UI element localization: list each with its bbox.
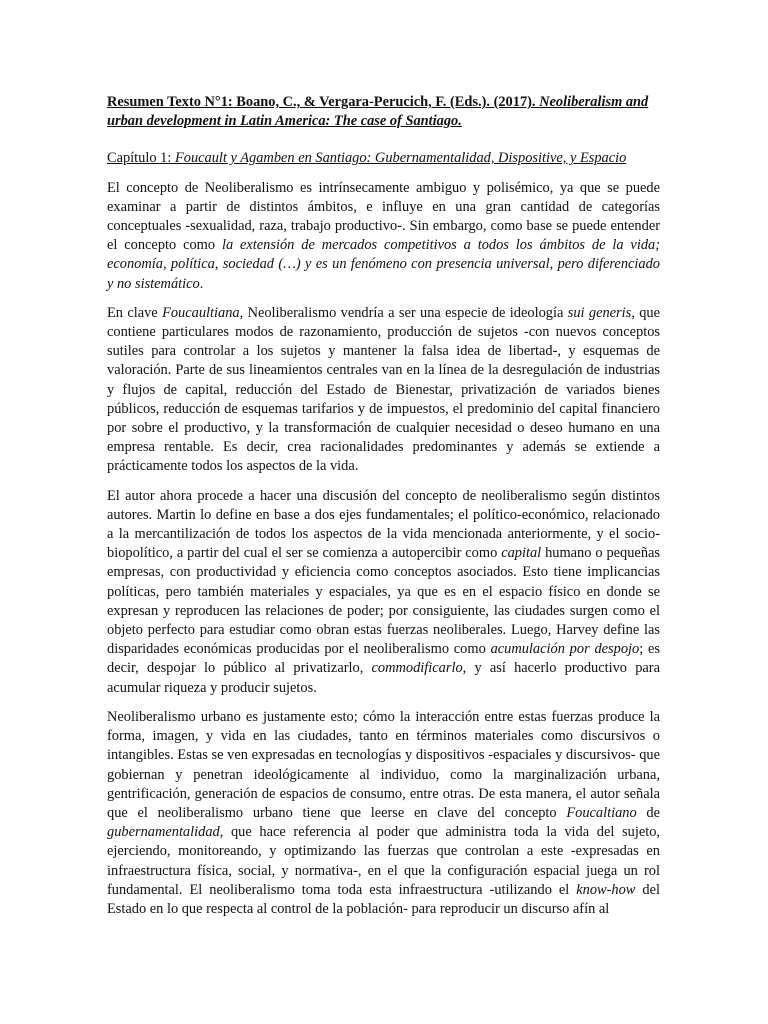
text-run: , que contiene particulares modos de razonamiento, producción de sujetos -con nuevos conceptos sutiles para controlar a los sujetos y mantener la falsa idea de libertad-, y esquemas de valoración. Parte de sus lineamientos centrales van en la línea de la desregulación de industrias y flujos de capital, reducción del Estado de Bienestar, privatización de variados bienes públicos, reducción de esquemas tarifarios y de impuestos, el predominio del capital financiero por sobre el productivo, y la transformación de cualquier necesidad o deseo humano en una empresa rentable. Es decir, crea racionalidades predominantes y además se extiende a prácticamente todos los aspectos de la vida. xyxy=(107,304,660,475)
paragraph-4 xyxy=(107,708,660,919)
text-run: , y así hacerlo productivo para acumular riqueza y producir sujetos. xyxy=(107,660,660,696)
text-run: El concepto de Neoliberalismo es intrínsecamente ambiguo y polisémico, ya que se puede examinar a partir de distintos ámbitos, e influye en una gran cantidad de categorías conceptuales -sexualidad, raza, trabajo productivo-. Sin embargo, como base se puede entender el concepto como xyxy=(107,179,660,254)
text-run-italic: Foucaultiana xyxy=(162,304,240,321)
paragraph-3 xyxy=(107,487,660,698)
text-run: humano o pequeñas empresas, con productividad y eficiencia como conceptos asociados. Esto tiene implicancias políticas, pero también materiales y espaciales, ya que es en el espacio físico en donde se expresan y reproducen las relaciones de poder; por consiguiente, las ciudades surgen como el objeto perfecto para estudiar como obran estas fuerzas neoliberales. Luego, Harvey define las disparidades económicas producidas por el neoliberalismo como xyxy=(107,545,660,658)
text-run-italic: acumulación por despojo xyxy=(490,641,640,658)
text-run-italic: Foucaltiano xyxy=(566,804,637,821)
text-run-italic: la extensión de mercados competitivos a todos los ámbitos de la vida; economía, política, sociedad (…) y es un fenómeno con presencia universal, pero diferenciado y no sistemático xyxy=(107,237,660,292)
document-page xyxy=(107,93,660,919)
body-text xyxy=(107,179,660,920)
text-run-italic: commodificarlo xyxy=(371,660,463,677)
chapter-label: Capítulo 1: xyxy=(107,150,175,167)
text-run: del Estado en lo que respecta al control de la población- para reproducir un discurso afín al xyxy=(107,881,660,917)
text-run: , Neoliberalismo vendría a ser una especie de ideología xyxy=(239,304,568,321)
text-run: El autor ahora procede a hacer una discusión del concepto de neoliberalismo según distintos autores. Martin lo define en base a dos ejes fundamentales; el político-económico, relacionado a la mercantilización de todos los aspectos de la vida mencionada anteriormente, y el socio-biopolítico, a partir del cual el ser se comienza a autopercibir como xyxy=(107,487,660,562)
text-run: de xyxy=(636,804,660,821)
text-run: , que hace referencia al poder que administra toda la vida del sujeto, ejerciendo, monitoreando, y optimizando las fuerzas que controlan a este -expresadas en infraestructura física, social, y normativa-, en el que la configuración espacial juega un rol fundamental. El neoliberalismo toma toda esta infraestructura -utilizando el xyxy=(107,824,660,898)
paragraph-2 xyxy=(107,304,660,477)
document-heading xyxy=(107,93,660,131)
text-run: En clave xyxy=(107,304,163,321)
text-run-italic: sui generis xyxy=(567,304,632,321)
text-run-italic: gubernamentalidad xyxy=(107,824,220,841)
text-run: Neoliberalismo urbano es justamente esto; cómo la interacción entre estas fuerzas produce la forma, imagen, y vida en las ciudades, tanto en términos materiales como discursivos o intangibles. Estas se ven expresadas en tecnologías y dispositivos -espaciales y discursivos- que gobiernan y penetran ideológicamente al individuo, como la marginalización urbana, gentrificación, generación de espacios de consumo, entre otras. De esta manera, el autor señala que el neoliberalismo urbano tiene que leerse en clave del concepto xyxy=(107,708,660,821)
text-run: . xyxy=(199,275,204,292)
chapter-title: Foucault y Agamben en Santiago: Gubernamentalidad, Dispositive, y Espacio xyxy=(174,150,627,167)
text-run: ; es decir, despojar lo público al privatizarlo, xyxy=(107,641,661,677)
text-run-italic: know-how xyxy=(576,881,636,898)
paragraph-1 xyxy=(107,179,660,294)
chapter-heading xyxy=(107,149,660,168)
heading-citation: Resumen Texto N°1: Boano, C., & Vergara-Perucich, F. (Eds.). (2017). xyxy=(107,94,540,110)
heading-book-title: Neoliberalism and urban development in Latin America: The case of Santiago. xyxy=(107,94,649,130)
text-run-italic: capital xyxy=(501,545,542,562)
